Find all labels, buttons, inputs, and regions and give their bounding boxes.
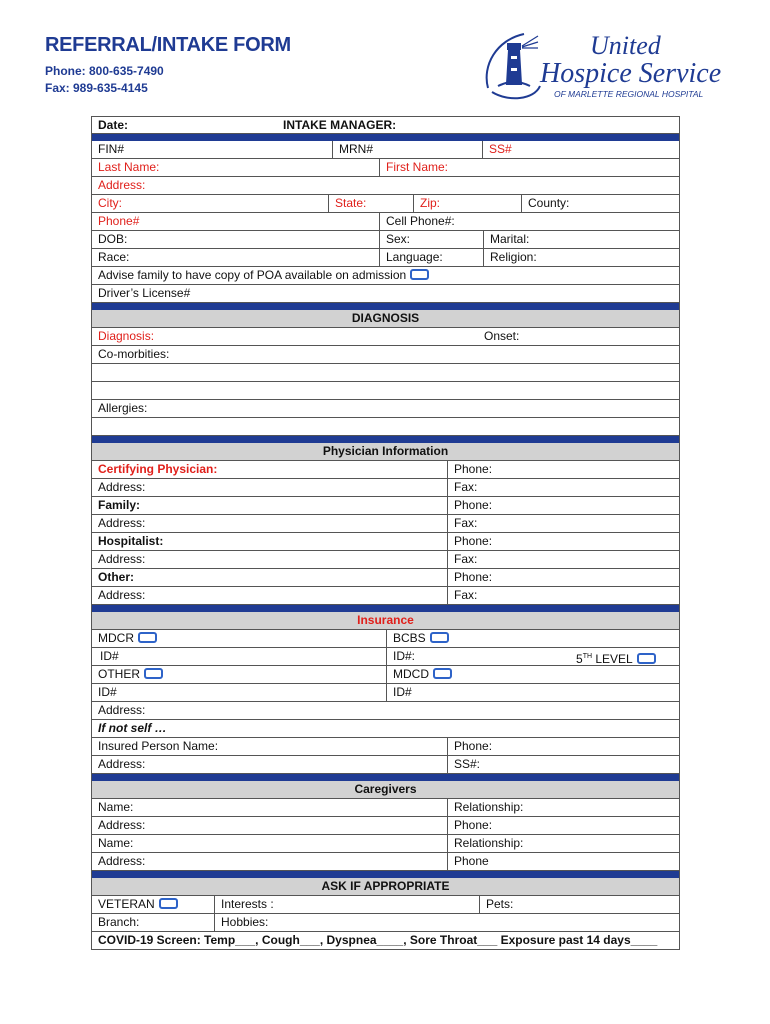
diagnosis-heading-text: DIAGNOSIS <box>351 311 420 325</box>
interests-field[interactable]: Interests : <box>214 896 274 913</box>
section-divider <box>91 303 680 310</box>
bcbs-label: BCBS <box>393 631 426 645</box>
mdcd-checkbox[interactable] <box>433 668 452 679</box>
veteran-option <box>92 896 178 913</box>
svg-text:United: United <box>590 31 661 60</box>
section-divider <box>91 134 680 141</box>
insured-name-field[interactable]: Insured Person Name: <box>98 739 219 753</box>
ask-heading <box>91 878 680 896</box>
caregiver-1-phone-field[interactable]: Phone: <box>447 817 492 834</box>
mdcd-option <box>386 666 452 683</box>
marital-field[interactable]: Marital: <box>483 231 529 248</box>
family-fax-field[interactable]: Fax: <box>447 515 477 532</box>
row-branch <box>91 914 680 932</box>
comorbidities-field[interactable]: Co-morbities: <box>98 347 170 361</box>
row-if-not-self <box>91 720 680 738</box>
mdcr-id-field[interactable]: ID# <box>100 649 119 663</box>
row-family-address <box>91 515 680 533</box>
family-physician-field[interactable]: Family: <box>98 498 141 512</box>
hospitalist-address-field[interactable]: Address: <box>98 552 146 566</box>
onset-field[interactable]: Onset: <box>484 329 520 343</box>
allergies-field[interactable]: Allergies: <box>98 401 148 415</box>
other-insurance-option <box>92 666 163 683</box>
row-other-id <box>91 684 680 702</box>
row-insured-name <box>91 738 680 756</box>
state-field[interactable]: State: <box>328 195 366 212</box>
religion-field[interactable]: Religion: <box>483 249 537 266</box>
mdcd-label: MDCD <box>393 667 429 681</box>
certifying-address-field[interactable]: Address: <box>98 480 146 494</box>
veteran-label: VETERAN <box>98 897 155 911</box>
diagnosis-field[interactable]: Diagnosis: <box>98 329 155 343</box>
lighthouse-icon <box>487 34 540 98</box>
caregiver-2-name-field[interactable]: Name: <box>98 836 134 850</box>
poa-checkbox[interactable] <box>410 269 429 280</box>
row-name <box>91 159 680 177</box>
caregiver-1-address-field[interactable]: Address: <box>98 818 146 832</box>
form-title: REFERRAL/INTAKE FORM <box>45 34 291 56</box>
row-date <box>91 116 680 134</box>
row-other-physician <box>91 569 680 587</box>
sex-field[interactable]: Sex: <box>379 231 410 248</box>
row-blank[interactable] <box>91 382 680 400</box>
city-field[interactable]: City: <box>98 196 122 210</box>
bcbs-checkbox[interactable] <box>430 632 449 643</box>
row-blank[interactable] <box>91 364 680 382</box>
fin-field[interactable]: FIN# <box>98 142 125 156</box>
date-field[interactable]: Date: <box>98 118 129 132</box>
physician-heading-text: Physician Information <box>322 444 449 458</box>
county-field[interactable]: County: <box>521 195 569 212</box>
zip-field[interactable]: Zip: <box>413 195 440 212</box>
svg-text:OF MARLETTE REGIONAL HOSPITAL: OF MARLETTE REGIONAL HOSPITAL <box>554 89 704 99</box>
certifying-physician-field[interactable]: Certifying Physician: <box>98 462 218 476</box>
fifth-level-label: LEVEL <box>592 652 633 666</box>
row-address <box>91 177 680 195</box>
caregiver-2-relationship-field[interactable]: Relationship: <box>447 835 523 852</box>
row-family <box>91 497 680 515</box>
row-hospitalist <box>91 533 680 551</box>
phone-number: Phone: 800-635-7490 <box>45 64 164 78</box>
last-name-field[interactable]: Last Name: <box>98 160 160 174</box>
dob-field[interactable]: DOB: <box>98 232 128 246</box>
row-mdcr-id <box>91 648 680 666</box>
diagnosis-heading <box>91 310 680 328</box>
family-phone-field[interactable]: Phone: <box>447 497 492 514</box>
fifth-level-sup: TH <box>582 653 593 660</box>
mdcr-checkbox[interactable] <box>138 632 157 643</box>
row-race <box>91 249 680 267</box>
row-veteran <box>91 896 680 914</box>
hospitalist-fax-field[interactable]: Fax: <box>447 551 477 568</box>
row-comorbidities <box>91 346 680 364</box>
other-insurance-checkbox[interactable] <box>144 668 163 679</box>
mrn-field[interactable]: MRN# <box>332 141 373 158</box>
ask-heading-text: ASK IF APPROPRIATE <box>321 879 450 893</box>
caregivers-heading-text: Caregivers <box>354 782 417 796</box>
row-caregiver-1 <box>91 799 680 817</box>
if-not-self-label: If not self … <box>98 721 167 735</box>
caregiver-2-phone-field[interactable]: Phone <box>447 853 489 870</box>
other-insurance-label: OTHER <box>98 667 140 681</box>
other-id-field[interactable]: ID# <box>98 685 117 699</box>
row-ids <box>91 141 680 159</box>
phone-field[interactable]: Phone# <box>98 214 140 228</box>
insured-address-field[interactable]: Address: <box>98 757 146 771</box>
cell-phone-field[interactable]: Cell Phone#: <box>379 213 455 230</box>
insured-ss-field[interactable]: SS#: <box>447 756 480 773</box>
row-mdcr <box>91 630 680 648</box>
fifth-level-option <box>570 648 656 665</box>
other-fax-field[interactable]: Fax: <box>447 587 477 604</box>
bcbs-option <box>386 630 449 647</box>
poa-notice <box>92 267 429 284</box>
caregiver-1-relationship-field[interactable]: Relationship: <box>447 799 523 816</box>
svg-text:Hospice Service: Hospice Service <box>540 58 722 89</box>
hospice-logo <box>478 26 728 106</box>
row-allergies <box>91 400 680 418</box>
intake-manager-field[interactable]: INTAKE MANAGER: <box>283 118 397 132</box>
veteran-checkbox[interactable] <box>159 898 178 909</box>
fifth-level-num: 5 <box>576 652 583 666</box>
row-other-insurance <box>91 666 680 684</box>
mdcr-option <box>92 630 157 647</box>
row-covid <box>91 932 680 950</box>
intake-form <box>91 116 680 950</box>
physician-heading <box>91 443 680 461</box>
drivers-license-field[interactable]: Driver’s License# <box>98 286 191 300</box>
first-name-field[interactable]: First Name: <box>379 159 448 176</box>
row-certifying-address <box>91 479 680 497</box>
section-divider <box>91 871 680 878</box>
caregivers-heading <box>91 781 680 799</box>
hospitalist-phone-field[interactable]: Phone: <box>447 533 492 550</box>
row-certifying <box>91 461 680 479</box>
row-caregiver-1-address <box>91 817 680 835</box>
row-poa <box>91 267 680 285</box>
insurance-heading <box>91 612 680 630</box>
row-blank[interactable] <box>91 418 680 436</box>
row-other-address <box>91 587 680 605</box>
other-physician-field[interactable]: Other: <box>98 570 134 584</box>
poa-label: Advise family to have copy of POA available on admission <box>98 268 407 282</box>
mdcd-id-field[interactable]: ID# <box>386 684 412 701</box>
language-field[interactable]: Language: <box>379 249 443 266</box>
row-city <box>91 195 680 213</box>
row-hospitalist-address <box>91 551 680 569</box>
certifying-fax-field[interactable]: Fax: <box>447 479 477 496</box>
row-caregiver-2-address <box>91 853 680 871</box>
pets-field[interactable]: Pets: <box>479 896 513 913</box>
row-dob <box>91 231 680 249</box>
insurance-heading-text: Insurance <box>357 613 414 627</box>
other-address-field[interactable]: Address: <box>98 588 146 602</box>
section-divider <box>91 605 680 612</box>
fifth-level-checkbox[interactable] <box>637 653 656 664</box>
row-insurance-address <box>91 702 680 720</box>
hobbies-field[interactable]: Hobbies: <box>214 914 268 931</box>
caregiver-1-name-field[interactable]: Name: <box>98 800 134 814</box>
branch-field[interactable]: Branch: <box>98 915 140 929</box>
row-diagnosis <box>91 328 680 346</box>
race-field[interactable]: Race: <box>98 250 130 264</box>
hospitalist-field[interactable]: Hospitalist: <box>98 534 164 548</box>
other-phone-field[interactable]: Phone: <box>447 569 492 586</box>
section-divider <box>91 436 680 443</box>
row-phone <box>91 213 680 231</box>
caregiver-2-address-field[interactable]: Address: <box>98 854 146 868</box>
address-field[interactable]: Address: <box>98 178 146 192</box>
ss-field[interactable]: SS# <box>482 141 512 158</box>
insurance-address-field[interactable]: Address: <box>98 703 146 717</box>
insured-phone-field[interactable]: Phone: <box>447 738 492 755</box>
row-insured-address <box>91 756 680 774</box>
row-caregiver-2 <box>91 835 680 853</box>
family-address-field[interactable]: Address: <box>98 516 146 530</box>
bcbs-id-field[interactable]: ID#: <box>386 648 415 665</box>
mdcr-label: MDCR <box>98 631 134 645</box>
row-license <box>91 285 680 303</box>
covid-screen-field[interactable]: COVID-19 Screen: Temp___, Cough___, Dyspnea____, Sore Throat___ Exposure past 14 days____ <box>98 933 658 947</box>
fax-number: Fax: 989-635-4145 <box>45 81 148 95</box>
section-divider <box>91 774 680 781</box>
certifying-phone-field[interactable]: Phone: <box>447 461 492 478</box>
